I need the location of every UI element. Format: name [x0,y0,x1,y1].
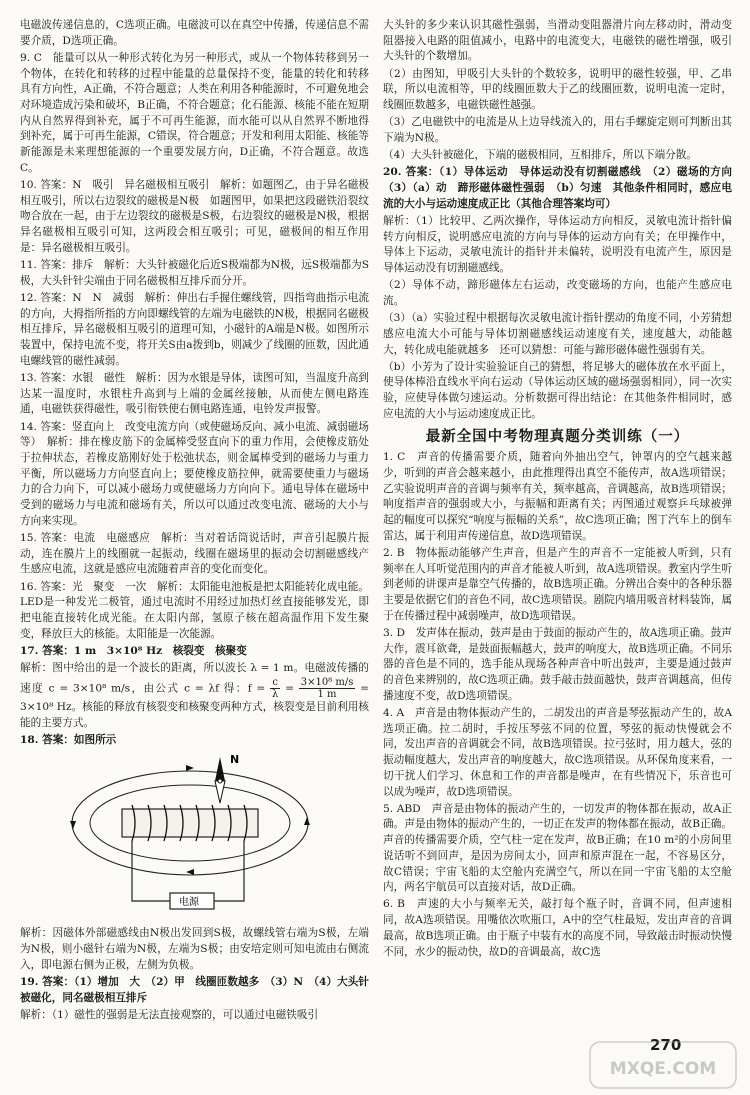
answer-r1: 1. C 声音的传播需要介质，随着向外抽出空气，钟罩内的空气越来越少，听到的声音会越来越小，由此推理得出真空不能传声，故A选项错误；乙实验说明声音的音调与频率有关，频率越高，音调越高，故B选项错误；响度指声音的强弱或大小，与振幅和距离有关；丙图通过观察乒乓球被弹起的幅度可以探究“响度与振幅的关系”，故C选项正确；图丁汽车上的倒车雷达，属于利用声传递信息，故D选项错误。 [383,451,732,542]
answer-q10: 10. 答案：N 吸引 异名磁极相互吸引 解析：如题图乙，由于异名磁极相互吸引，所以右边裂纹的磁极是N极 如题图甲，如果把这段磁铁沿裂纹吻合放在一起，由于左边裂纹的磁极是S极，右边裂纹的磁极是N极，根据异名磁极相互吸引可知，这两段会相互吸引；可见，磁极间的相互作用是：异名磁极相互吸引。 [20,179,369,254]
formula-fraction-1 [270,677,280,700]
section-title: 最新全国中考物理真题分类训练（一） [425,428,690,445]
answer-q20-analysis-4: （b）小芳为了设计实验验证自己的猜想，将足够大的磁体放在水平面上，使导体棒沿直线水平向右运动（导体运动区域的磁场强弱相同），同一次实验，应使导体做匀速运动。分析数据可得出结论：在其他条件相同时，感应电流的大小与运动速度成正比。 [383,360,732,420]
field-arrow-icon-bottom [186,869,194,875]
field-arrow-icon-left [70,821,76,829]
answer-q9: 9. C 能量可以从一种形式转化为另一种形式，或从一个物体转移到另一个物体，在转化和转移的过程中能量的总量保持不变，能量的转化和转移具有方向性，A正确，不符合题意；人类在利用各种能源时，不可避免地会对环境造成污染和破坏，B正确，不符合题意；化石能源、核能不能在短期内从自然界得到补充，属于不可再生能源，而水能可以从自然界不断地得到补充，属于可再生能源，C错误，符合题意；开发和利用太阳能、核能等新能源是未来理想能源的一个重要发展方向，D正确，不符合题意。故选C。 [20,51,369,174]
answer-q18-label: 18. 答案：如图所示 [20,733,117,746]
answer-q19-part4: （4）大头针被磁化，下端的磁极相同，互相排斥，所以下端分散。 [383,149,697,162]
right-column [383,18,743,962]
answer-q14: 14. 答案：竖直向上 改变电流方向（或使磁场反向、减小电流、减弱磁场等） 解析：排在橡皮筋下的金属棒受竖直向下的重力作用，会使橡皮筋处于拉伸状态，若橡皮筋刚好处于松弛状态，则金属棒受到的磁场力与重力平衡，所以磁场力方向竖直向上；要使橡皮筋拉伸，就需要使重力与磁场力的合力向下，可以减小磁场力或使磁场力方向向下。通电导体在磁场中受到的磁场力与电流和磁场有关，所以可以通过改变电流、磁场的大小与方向来实现。 [20,420,369,527]
answer-q20-analysis-2: （2）导体不动，蹄形磁体左右运动，改变磁场的方向，也能产生感应电流。 [383,279,732,307]
needle-n-label: N [230,753,240,767]
answer-q19-part3: （3）乙电磁铁中的电流是从上边导线流入的，用右手螺旋定则可判断出其下端为N极。 [383,116,732,144]
fraction-1-denominator: λ [271,688,279,700]
answer-q20: 20. 答案：（1）导体运动 导体运动没有切割磁感线 （2）磁场的方向 （3）（a）动 蹄形磁体磁性强弱 （b）匀速 其他条件相同时，感应电流的大小与运动速度成正比（其他合理答案均可） [383,166,743,210]
formula-fraction-2 [299,677,356,700]
field-arrow-icon-top [186,765,194,771]
paragraph-intro: 电磁波传递信息的，C选项正确。电磁波可以在真空中传播，传递信息不需要介质，D选项正确。 [20,19,369,47]
answer-q12: 12. 答案：N N 减弱 解析：伸出右手握住螺线管，四指弯曲指示电流的方向，大拇指所指的方向即螺线管的左端为电磁铁的N极，根据同名磁极相互排斥，异名磁极相互吸引的道理可知，小磁针的A端是N极。如图所示装置中，保持电流不变，将开关S由a拨到b，则减少了线圈的匝数，因此通电螺线管的磁性减弱。 [20,291,369,367]
compass-needle-icon [215,757,225,803]
equals-sign-1: = [285,682,294,695]
answer-r4: 4. A 声音是由物体振动产生的，二胡发出的声音是琴弦振动产生的，故A选项正确。拉二胡时，手按压琴弦不同的位置，琴弦的振动快慢就会不同，发出声音的音调就会不同，故B选项错误。拉弓弦时，用力越大，弦的振动幅度越大，发出声音的响度越大，故C选项错误。从环保角度来看，一切干扰人们学习、休息和工作的声音都是噪声，在有些情况下，乐音也可以成为噪声，故D选项错误。 [383,707,732,798]
page-number: 270 [650,1036,682,1054]
field-arrow-icon-right [304,817,310,825]
answer-q19-part2: （2）由图知，甲吸引大头针的个数较多，说明甲的磁性较强，甲、乙串联，所以电流相等，甲的线圈匝数大于乙的线圈匝数，说明电流一定时，线圈匝数越多，电磁铁磁性越强。 [383,67,732,112]
answer-r3: 3. D 发声体在振动，鼓声是由于鼓面的振动产生的，故A选项正确。鼓声大作，震耳欲聋，是鼓面振幅越大，鼓声的响度大，故B选项正确。不同乐器的音色是不同的，选手能从现场各种声音中听出鼓声，主要是通过鼓声的音色来辨别的，故C选项正确。鼓手敲击鼓面越快，鼓声音调越高，但传播速度不变，故D选项错误。 [383,627,732,702]
answer-q18-analysis: 解析：因磁体外部磁感线由N极出发回到S极，故螺线管右端为S极，左端为N极，则小磁针右端为N极，左端为S极；由安培定则可知电流由右侧流入，即电源右侧为正极，左侧为负极。 [20,927,369,971]
answer-q19-label: 19. 答案：（1）增加 大 （2）甲 线圈匝数越多 （3）N （4）大头针被磁化，同名磁极相互排斥 [20,976,369,1004]
q17-line2: 3×10⁸ Hz。核能的释放有核裂变和核聚变两种方式，核裂变是目前利用核能的主要方式。 [20,700,369,729]
answer-q20-analysis-3: （3）（a）实验过程中根据每次灵敏电流计指针摆动的角度不同，小芳猜想感应电流大小可能与导体切割磁感线运动速度有关，速度越大，动能越大，转化成电能就越多 还可以猜想：可能与蹄形磁体磁性强弱有关。 [383,312,732,356]
left-column [20,18,369,1025]
answer-q19-analysis-start: 解析：（1）磁性的强弱是无法直接观察的，可以通过电磁铁吸引 [20,1008,319,1021]
solenoid-core [122,809,258,837]
answer-q20-analysis-1: 解析：（1）比较甲、乙两次操作，导体运动方向相反，灵敏电流计指针偏转方向相反，说明感应电流的方向与导体的运动方向有关；在甲操作中，导体上下运动，灵敏电流计的指针并未偏转，说明没有电流产生，原因是导体运动没有切割磁感线。 [383,214,732,275]
fraction-2-denominator: 1 m [317,688,337,700]
svg-text:MXQE.COM: MXQE.COM [609,1059,717,1079]
answer-r6: 6. B 声速的大小与频率无关，敲打每个瓶子时，音调不同，但声速相同，故A选项错误。用嘴依次吹瓶口，A中的空气柱最短，发出声音的音调最高，故B选项正确。由于瓶子中装有水的高度不同，导致敲击时振动快慢不同，水少的振动快，故D的音调最高，故C选 [383,898,732,958]
answer-q19-continued: 大头针的多少来认识其磁性强弱，当滑动变阻器滑片向左移动时，滑动变阻器接入电路的阻值减小，电路中的电流变大，电磁铁的磁性增强，吸引大头针的个数增加。 [383,19,732,63]
answer-q13: 13. 答案：水银 磁性 解析：因为水银是导体，读图可知，当温度升高到达某一温度时，水银柱升高到与上端的金属丝接触，从而使左侧电路连通，电磁铁获得磁性，吸引衔铁使右侧电路连通，电铃发声报警。 [20,371,369,416]
answer-q16: 16. 答案：光 聚变 一次 解析：太阳能电池板是把太阳能转化成电能。LED是一种发光二极管，通过电流时不用经过加热灯丝直接能够发光，即把电能直接转化成光能。在太阳内部，氢原子核在超高温作用下发生聚变，释放巨大的核能。太阳能是一次能源。 [20,580,369,640]
wire-left [132,841,176,901]
fraction-2-numerator: 3×10⁸ m/s [300,676,354,688]
answer-q15: 15. 答案：电流 电磁感应 解析：当对着话筒说话时，声音引起膜片振动，连在膜片上的线圈就一起振动，线圈在磁场里的振动会切割磁感线产生感应电流，这就是感应电流随着声音的变化而变化。 [20,532,369,576]
answer-q11: 11. 答案：排斥 解析：大头针被磁化后近S极端都为N极，远S极端都为S极，大头针针尖端由于同名磁极相互排斥而分开。 [20,259,369,287]
answer-r2: 2. B 物体振动能够产生声音，但是产生的声音不一定能被人听到，只有频率在人耳听觉范围内的声音才能被人听到，故A选项错误。教室内学生听到老师的讲课声是靠空气传播的，故B选项正确。分辨出合奏中的各种乐器主要是依据它们的音色不同，故C选项错误。剧院内墙用吸音材料装饰，属于在传播过程中减弱噪声，故D选项错误。 [383,547,732,622]
answer-q17-analysis [20,661,369,731]
solenoid-diagram [60,751,320,919]
solenoid-figure [20,751,369,921]
answer-r5: 5. ABD 声音是由物体的振动产生的，一切发声的物体都在振动，故A正确。声是由物体的振动产生的，一切正在发声的物体都在振动，故B正确。声音的传播需要介质，空气柱一定在发声，故B正确；在10 m²的小房间里说话听不到回声，是因为房间太小，回声和原声混在一起，不容易区分，故C错误；宇宙飞船的太空舱内充满空气，所以在同一宇宙飞船的太空舱内，两名宇航员可以直接对话，故D正确。 [383,802,732,894]
fraction-1-numerator: c [270,677,280,689]
power-supply-label: 电源 [179,897,199,909]
answer-q17-label: 17. 答案：1 m 3×10⁸ Hz 核裂变 核聚变 [20,644,247,657]
equals-sign-2: = [360,682,369,695]
watermark-logo [588,1040,738,1090]
q17-line1: 解析：图中给出的是一个波长的距离，所以波长 λ = 1 m。电磁波传播的速度 c = 3×10⁸ m/s，由公式 c = λf 得：f = [20,662,369,695]
